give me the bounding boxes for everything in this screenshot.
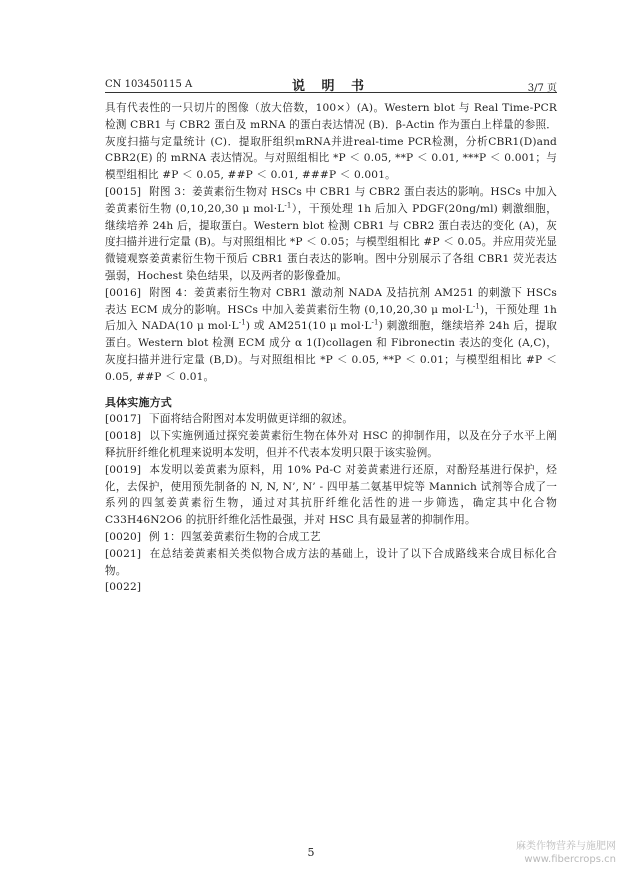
paragraph-0017: [0017] 下面将结合附图对本发明做更详细的叙述。: [105, 411, 557, 428]
paragraph-0019: [0019] 本发明以姜黄素为原料，用 10% Pd-C 对姜黄素进行还原，对酚羟基进行保护，烃化，去保护，使用预先制备的 N, N, N’, N’ - 四甲基二氨基甲烷等 Mannich 试剂等合成了一系列的四氢姜黄素衍生物，通过对其抗肝纤维化活性的进一步筛选，确定其中化合物 C33H46N2O6 的抗肝纤维化活性最强，并对 HSC 具有最显著的抑制作用。: [105, 463, 557, 527]
paragraph-0022: [105, 579, 557, 596]
paragraph-0016: [0016] 附图 4：姜黄素衍生物对 CBR1 激动剂 NADA 及拮抗剂 AM251 的刺激下 HSCs 表达 ECM 成分的影响。HSCs 中加入姜黄素衍生物 (0,10,20,30 μ $mol\cdot L^{-1}$)，干预处理 1h 后加入 NADA(10 μ $mol\cdot L^{-1}$) 或 AM251(10 μ $mol\cdot L^{-1}$) 刺激细胞，继续培养 24h 后，提取蛋白。Western blot 检测 ECM 成分 α 1(I)collagen 和 Fibronectin 表达的变化 (A,C)，灰度扫描并进行定量 (B,D)。与对照组相比 *P ＜ 0.05, **P ＜ 0.01；与模型组相比 #P ＜ 0.05, ##P ＜ 0.01。: [105, 286, 557, 383]
page-header: [105, 74, 557, 93]
paragraph-0020: [0020] 例 1：四氢姜黄素衍生物的合成工艺: [105, 529, 557, 546]
page-indicator: 3/7 页: [527, 83, 557, 94]
paragraph-number: [0022]: [105, 581, 142, 594]
paragraph-intro: 具有代表性的一只切片的图像（放大倍数，100×）(A)。Western blot 与 Real Time-PCR 检测 CBR1 与 CBR2 蛋白及 mRNA 的蛋白表达情况 (B)．β-Actin 作为蛋白上样量的参照．灰度扫描与定量统计 (C)．提取肝组织mRNA并进real-time PCR检测，分析CBR1(D)and CBR2(E) 的 mRNA 表达情况。与对照组相比 *P ＜ 0.05, **P ＜ 0.01, ***P ＜ 0.001；与模型组相比 #P ＜ 0.05, ##P ＜ 0.01, ###P ＜ 0.001。: [105, 102, 557, 182]
superscript: -1: [284, 201, 292, 210]
paragraph-0015: [0015] 附图 3：姜黄素衍生物对 HSCs 中 CBR1 与 CBR2 蛋白表达的影响。HSCs 中加入姜黄素衍生物 (0,10,20,30 μ $mol\cdot L^{-1}$），干预处理 1h 后加入 PDGF(20ng/ml) 刺激细胞，继续培养 24h 后，提取蛋白。Western blot 检测 CBR1 与 CBR2 蛋白表达的变化 (A)，灰度扫描并进行定量 (B)。与对照组相比 *P ＜ 0.05；与模型组相比 #P ＜ 0.05。并应用荧光显微镜观察姜黄素衍生物干预后 CBR1 蛋白表达的影响。图中分别展示了各组 CBR1 荧光表达强弱，Hochest 染色结果，以及两者的影像叠加。: [105, 185, 557, 282]
page-number: 5: [307, 846, 315, 859]
paragraph-0018: [0018] 以下实施例通过探究姜黄素衍生物在体外对 HSC 的抑制作用，以及在分子水平上阐释抗肝纤维化机理来说明本发明，但并不代表本发明只限于该实验例。: [105, 430, 557, 459]
superscript: -1: [238, 318, 246, 327]
site-watermark: [516, 840, 616, 866]
superscript: -1: [472, 302, 480, 311]
document-title: 说 明 书: [291, 79, 371, 94]
document-body: [105, 100, 557, 596]
paragraph-0021: [0021] 在总结姜黄素相关类似物合成方法的基础上，设计了以下合成路线来合成目标化合物。: [105, 547, 557, 577]
paragraph-number: [0021]: [105, 547, 142, 560]
watermark-line-2: www.fibercrops.cn: [524, 854, 616, 865]
paragraph-number: [0020]: [105, 530, 142, 543]
paragraph-number: [0017]: [105, 413, 142, 426]
paragraph-number: [0016]: [105, 286, 142, 299]
paragraph-number: [0018]: [105, 430, 142, 443]
section-title: 具体实施方式: [105, 395, 172, 409]
superscript: -1: [371, 318, 379, 327]
paragraph-number: [0019]: [105, 463, 142, 476]
publication-number: CN 103450115 A: [105, 79, 193, 90]
watermark-line-1: 麻类作物营养与施肥网: [516, 841, 616, 852]
paragraph-number: [0015]: [105, 185, 142, 198]
